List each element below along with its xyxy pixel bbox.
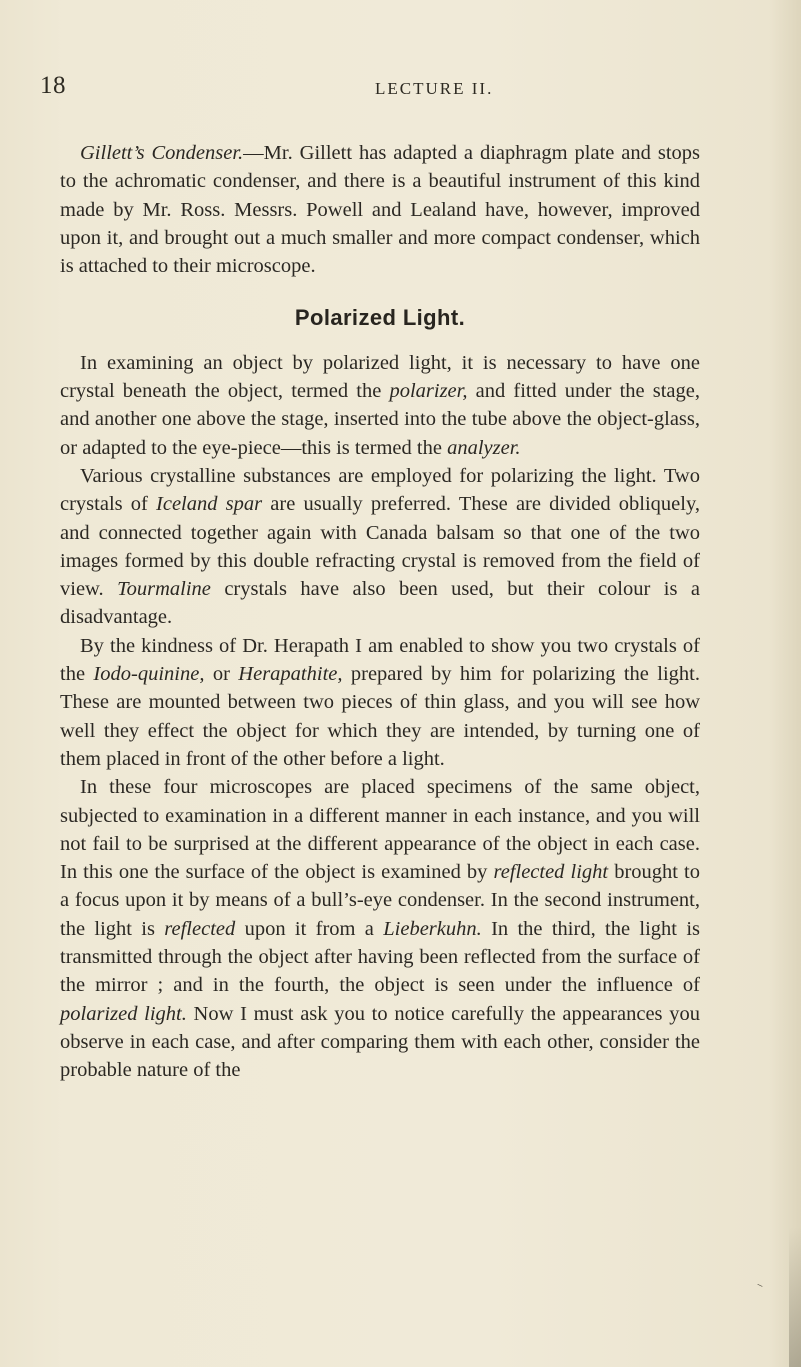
term-tourmaline: Tourmaline bbox=[117, 578, 211, 601]
main-text bbox=[60, 139, 700, 1085]
paragraph-text: Various crystalline substances are employed for polarizing the light. Two crystals of bbox=[60, 464, 700, 516]
term-iceland-spar: Iceland spar bbox=[156, 493, 263, 516]
paragraph-lead: Gillett’s Condenser. bbox=[80, 142, 244, 164]
edge-shadow bbox=[789, 1227, 801, 1367]
paragraph-four-microscopes bbox=[60, 773, 700, 1084]
paragraph-gilletts-condenser bbox=[60, 139, 700, 280]
paragraph-text: Now I must ask you to notice carefully the appearances you observe in each case, and after comparing them with each other, consider the probable nature of the bbox=[60, 1002, 700, 1082]
page-number: 18 bbox=[40, 72, 66, 99]
term-reflected-light: reflected light bbox=[493, 861, 609, 884]
paragraph-polarizer bbox=[60, 349, 700, 462]
paragraph-text: crystals have also been used, but their colour is a disadvantage. bbox=[60, 578, 700, 629]
paragraph-herapath bbox=[60, 632, 700, 773]
term-reflected: reflected bbox=[164, 917, 236, 940]
paragraph-text: prepared by him for polarizing the light. These are mounted between two pieces of thin glass, and you will see how well they effect the object for which they are intended, by turning one of them placed in front of the other before a light. bbox=[60, 663, 700, 770]
paragraph-text: In examining an object by polarized light, it is necessary to have one crystal beneath the object, termed the bbox=[60, 351, 700, 403]
term-analyzer: analyzer. bbox=[447, 436, 521, 459]
term-polarized-light: polarized light. bbox=[60, 1002, 187, 1025]
paragraph-text: By the kindness of Dr. Herapath I am enabled to show you two crystals of the bbox=[60, 634, 700, 686]
paragraph-text: upon it from a bbox=[235, 917, 384, 940]
page-header bbox=[40, 70, 720, 110]
section-heading: Polarized Light. bbox=[294, 305, 466, 331]
term-lieberkuhn: Lieberkuhn. bbox=[383, 917, 482, 940]
term-polarizer: polarizer, bbox=[389, 380, 468, 403]
paragraph-substances bbox=[60, 462, 700, 632]
paragraph-text: are usually preferred. These are divided obliquely, and connected together again with Canada balsam so that one of the two images formed by this double refracting crystal is removed from the field of view. bbox=[60, 493, 700, 601]
paragraph-text: brought to a focus upon it by means of a bull’s-eye condenser. In the second instrument, the light is bbox=[60, 861, 700, 940]
paragraph-text: or bbox=[204, 663, 239, 686]
term-herapathite: Herapathite, bbox=[238, 663, 343, 686]
paragraph-text: and fitted under the stage, and another one above the stage, inserted into the tube above the object-glass, or adapted to the eye-piece—this is termed the bbox=[60, 380, 701, 459]
stray-mark: ⸌ bbox=[755, 1280, 766, 1295]
paragraph-text: In these four microscopes are placed specimens of the same object, subjected to examination in a different manner in each instance, and you will not fail to be surprised at the different appearance of the object in each case. In this one the surface of the object is examined by bbox=[60, 776, 700, 884]
term-iodo-quinine: Iodo-quinine, bbox=[93, 663, 205, 686]
running-head: LECTURE II. bbox=[375, 79, 494, 98]
paragraph-text: In the third, the light is transmitted through the object after having been reflected from the surface of the mirror ; and in the fourth, the object is seen under the influence of bbox=[60, 917, 700, 997]
paragraph-text: —Mr. Gillett has adapted a diaphragm plate and stops to the achromatic condenser, and there is a beautiful instrument of this kind made by Mr. Ross. Messrs. Powell and Lealand have, however, improved upon it, and brought out a much smaller and more compact condenser, which is attached to their microscope. bbox=[60, 142, 700, 278]
